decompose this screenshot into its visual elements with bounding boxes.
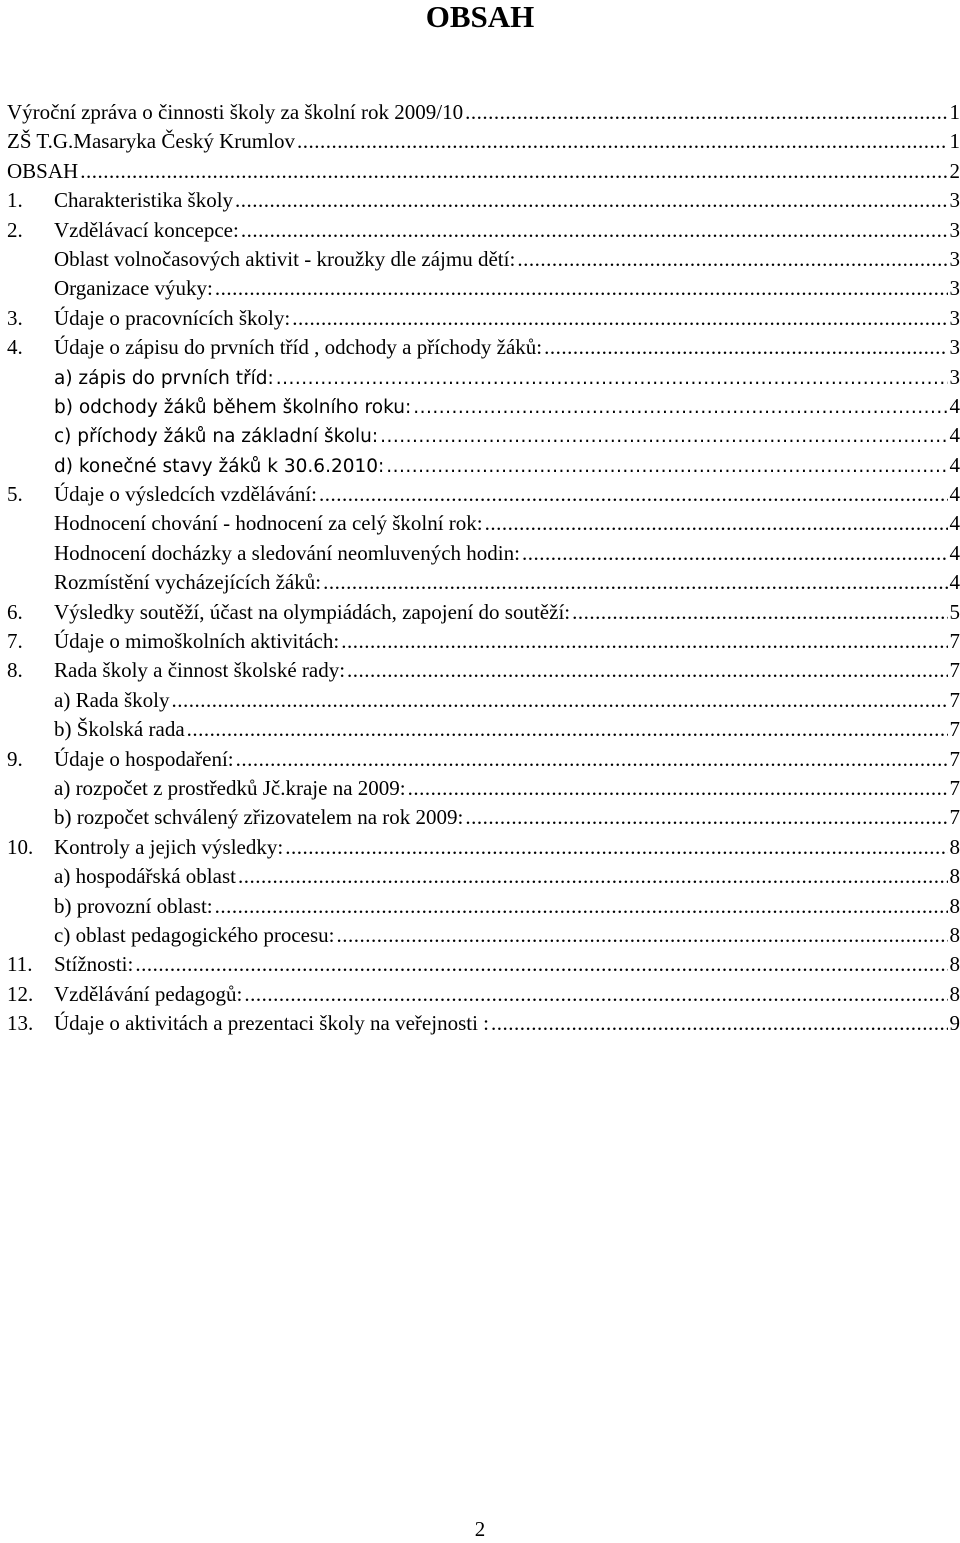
toc-entry-title: Vzdělávací koncepce:: [54, 217, 239, 242]
toc-entry-title: Rada školy a činnost školské rady:: [54, 658, 346, 683]
toc-entry-title: Charakteristika školy: [54, 188, 234, 213]
toc-entry[interactable]: [7, 157, 960, 186]
toc-entry[interactable]: [7, 715, 960, 744]
toc-entry-title: Údaje o výsledcích vzdělávání:: [54, 482, 317, 507]
toc-entry-page: 2: [949, 158, 960, 183]
toc-entry[interactable]: [7, 421, 960, 450]
toc-entry-number: 7.: [7, 629, 23, 654]
toc-entry[interactable]: [7, 539, 960, 568]
toc-entry-number: 4.: [7, 335, 23, 360]
toc-entry-number: 3.: [7, 305, 23, 330]
toc-dot-leader: [572, 598, 947, 627]
toc-dot-leader: [485, 509, 948, 538]
toc-dot-leader: [215, 274, 948, 303]
toc-entry[interactable]: [7, 568, 960, 597]
toc-entry-page: 4: [949, 511, 960, 536]
toc-entry[interactable]: [7, 98, 960, 127]
toc-dot-leader: [319, 480, 948, 509]
toc-entry-title: c) příchody žáků na základní školu:: [54, 426, 379, 448]
toc-entry[interactable]: [7, 509, 960, 538]
toc-dot-leader: [285, 833, 947, 862]
toc-entry[interactable]: [7, 451, 960, 480]
toc-entry-page: 3: [949, 217, 960, 242]
toc-entry[interactable]: [7, 892, 960, 921]
toc-entry-title: a) zápis do prvních tříd:: [54, 367, 274, 389]
toc-entry-title: Údaje o aktivitách a prezentaci školy na veřejnosti :: [54, 1011, 490, 1036]
toc-dot-leader: [491, 1009, 947, 1038]
toc-entry[interactable]: [7, 1009, 960, 1038]
toc-entry-title: b) rozpočet schválený zřizovatelem na rok 2009:: [54, 805, 464, 830]
toc-dot-leader: [235, 186, 947, 215]
toc-entry-page: 1: [949, 129, 960, 154]
toc-dot-leader: [408, 774, 948, 803]
toc-dot-leader: [465, 98, 947, 127]
toc-entry[interactable]: [7, 304, 960, 333]
toc-dot-leader: [241, 216, 948, 245]
toc-entry-title: b) Školská rada: [54, 717, 185, 742]
toc-entry-page: 8: [949, 922, 960, 947]
toc-entry-page: 1: [949, 100, 960, 124]
toc-entry-title: a) rozpočet z prostředků Jč.kraje na 2009:: [54, 775, 406, 800]
toc-entry[interactable]: [7, 186, 960, 215]
toc-entry[interactable]: [7, 598, 960, 627]
toc-entry[interactable]: [7, 862, 960, 891]
toc-dot-leader: [323, 568, 947, 597]
toc-dot-leader: [215, 892, 948, 921]
toc-entry[interactable]: [7, 774, 960, 803]
toc-entry-page: 7: [949, 775, 960, 800]
toc-entry-page: 4: [949, 393, 960, 418]
toc-dot-leader: [380, 422, 947, 451]
toc-entry-number: 6.: [7, 599, 23, 624]
toc-entry-title: d) konečné stavy žáků k 30.6.2010:: [54, 455, 385, 477]
toc-entry-title: Oblast volnočasových aktivit - kroužky dle zájmu dětí:: [54, 246, 516, 271]
toc-dot-leader: [236, 745, 948, 774]
toc-entry-title: ZŠ T.G.Masaryka Český Krumlov: [7, 129, 295, 154]
toc-entry-title: Organizace výuky:: [54, 276, 213, 301]
toc-entry-page: 4: [949, 452, 960, 477]
toc-entry-title: Rozmístění vycházejících žáků:: [54, 570, 322, 595]
toc-entry-page: 7: [949, 717, 960, 742]
toc-entry-page: 7: [949, 805, 960, 830]
toc-dot-leader: [544, 333, 947, 362]
toc-entry-title: Údaje o mimoškolních aktivitách:: [54, 629, 340, 654]
toc-dot-leader: [465, 803, 947, 832]
toc-entry-page: 8: [949, 834, 960, 859]
toc-entry-title: a) hospodářská oblast: [54, 864, 236, 889]
toc-entry[interactable]: [7, 363, 960, 392]
toc-entry[interactable]: [7, 686, 960, 715]
toc-entry[interactable]: [7, 833, 960, 862]
toc-entry[interactable]: [7, 274, 960, 303]
toc-entry-page: 3: [949, 364, 960, 389]
toc-entry-page: 8: [949, 893, 960, 918]
toc-entry-page: 5: [949, 599, 960, 624]
toc-entry[interactable]: [7, 745, 960, 774]
toc-entry[interactable]: [7, 803, 960, 832]
toc-entry-title: b) odchody žáků během školního roku:: [54, 396, 412, 418]
toc-entry[interactable]: [7, 392, 960, 421]
toc-dot-leader: [386, 452, 947, 481]
toc-entry-page: 3: [949, 305, 960, 330]
toc-entry-page: 7: [949, 687, 960, 712]
toc-entry-page: 4: [949, 570, 960, 595]
toc-entry[interactable]: [7, 245, 960, 274]
toc-entry-number: 8.: [7, 658, 23, 683]
table-of-contents: [7, 98, 960, 1039]
toc-dot-leader: [238, 862, 948, 891]
toc-entry[interactable]: [7, 333, 960, 362]
toc-dot-leader: [337, 921, 948, 950]
toc-dot-leader: [276, 364, 948, 393]
toc-entry-page: 8: [949, 864, 960, 889]
toc-entry[interactable]: [7, 656, 960, 685]
toc-entry-title: Vzdělávání pedagogů:: [54, 981, 243, 1006]
toc-entry-title: Údaje o pracovnících školy:: [54, 305, 291, 330]
toc-dot-leader: [413, 393, 947, 422]
toc-entry[interactable]: [7, 980, 960, 1009]
toc-dot-leader: [135, 950, 947, 979]
toc-dot-leader: [517, 245, 947, 274]
toc-entry-page: 4: [949, 482, 960, 507]
toc-entry-title: Stížnosti:: [54, 952, 134, 977]
toc-entry[interactable]: [7, 921, 960, 950]
toc-dot-leader: [341, 627, 947, 656]
toc-entry-title: Výroční zpráva o činnosti školy za školní rok 2009/10: [7, 100, 464, 124]
toc-entry-title: Údaje o zápisu do prvních tříd , odchody a příchody žáků:: [54, 335, 543, 360]
toc-entry-title: Hodnocení chování - hodnocení za celý školní rok:: [54, 511, 483, 536]
toc-entry-title: OBSAH: [7, 158, 79, 183]
toc-entry-page: 7: [949, 629, 960, 654]
toc-entry-number: 10.: [7, 834, 34, 859]
toc-entry-number: 13.: [7, 1011, 34, 1036]
toc-entry-page: 3: [949, 335, 960, 360]
toc-entry-title: Hodnocení docházky a sledování neomluvených hodin:: [54, 540, 520, 565]
toc-dot-leader: [80, 157, 947, 186]
toc-entry-title: Údaje o hospodaření:: [54, 746, 234, 771]
toc-entry-page: 3: [949, 188, 960, 213]
toc-entry-title: Výsledky soutěží, účast na olympiádách, zapojení do soutěží:: [54, 599, 571, 624]
toc-entry-number: 5.: [7, 482, 23, 507]
toc-entry[interactable]: [7, 950, 960, 979]
toc-entry-number: 2.: [7, 217, 23, 242]
toc-entry-title: c) oblast pedagogického procesu:: [54, 922, 335, 947]
toc-entry-page: 7: [949, 658, 960, 683]
toc-entry-number: 9.: [7, 746, 23, 771]
page-title: OBSAH: [425, 0, 535, 34]
toc-dot-leader: [522, 539, 948, 568]
toc-entry-page: 4: [949, 540, 960, 565]
toc-entry-title: b) provozní oblast:: [54, 893, 213, 918]
toc-entry-title: a) Rada školy: [54, 687, 170, 712]
toc-dot-leader: [244, 980, 947, 1009]
toc-entry-page: 7: [949, 746, 960, 771]
toc-dot-leader: [347, 656, 947, 685]
toc-entry-page: 8: [949, 952, 960, 977]
toc-entry[interactable]: [7, 127, 960, 156]
toc-entry-page: 3: [949, 246, 960, 271]
toc-entry-title: Kontroly a jejich výsledky:: [54, 834, 284, 859]
toc-entry-page: 8: [949, 981, 960, 1006]
toc-entry-page: 4: [949, 423, 960, 448]
toc-entry-number: 12.: [7, 981, 34, 1006]
toc-entry-number: 1.: [7, 188, 23, 213]
toc-entry[interactable]: [7, 216, 960, 245]
toc-entry-page: 9: [949, 1011, 960, 1036]
toc-dot-leader: [187, 715, 948, 744]
toc-entry-page: 3: [949, 276, 960, 301]
toc-entry-number: 11.: [7, 952, 33, 977]
toc-entry[interactable]: [7, 480, 960, 509]
toc-dot-leader: [171, 686, 947, 715]
toc-dot-leader: [297, 127, 948, 156]
page-number: 2: [474, 1517, 486, 1541]
toc-dot-leader: [292, 304, 947, 333]
toc-entry[interactable]: [7, 627, 960, 656]
